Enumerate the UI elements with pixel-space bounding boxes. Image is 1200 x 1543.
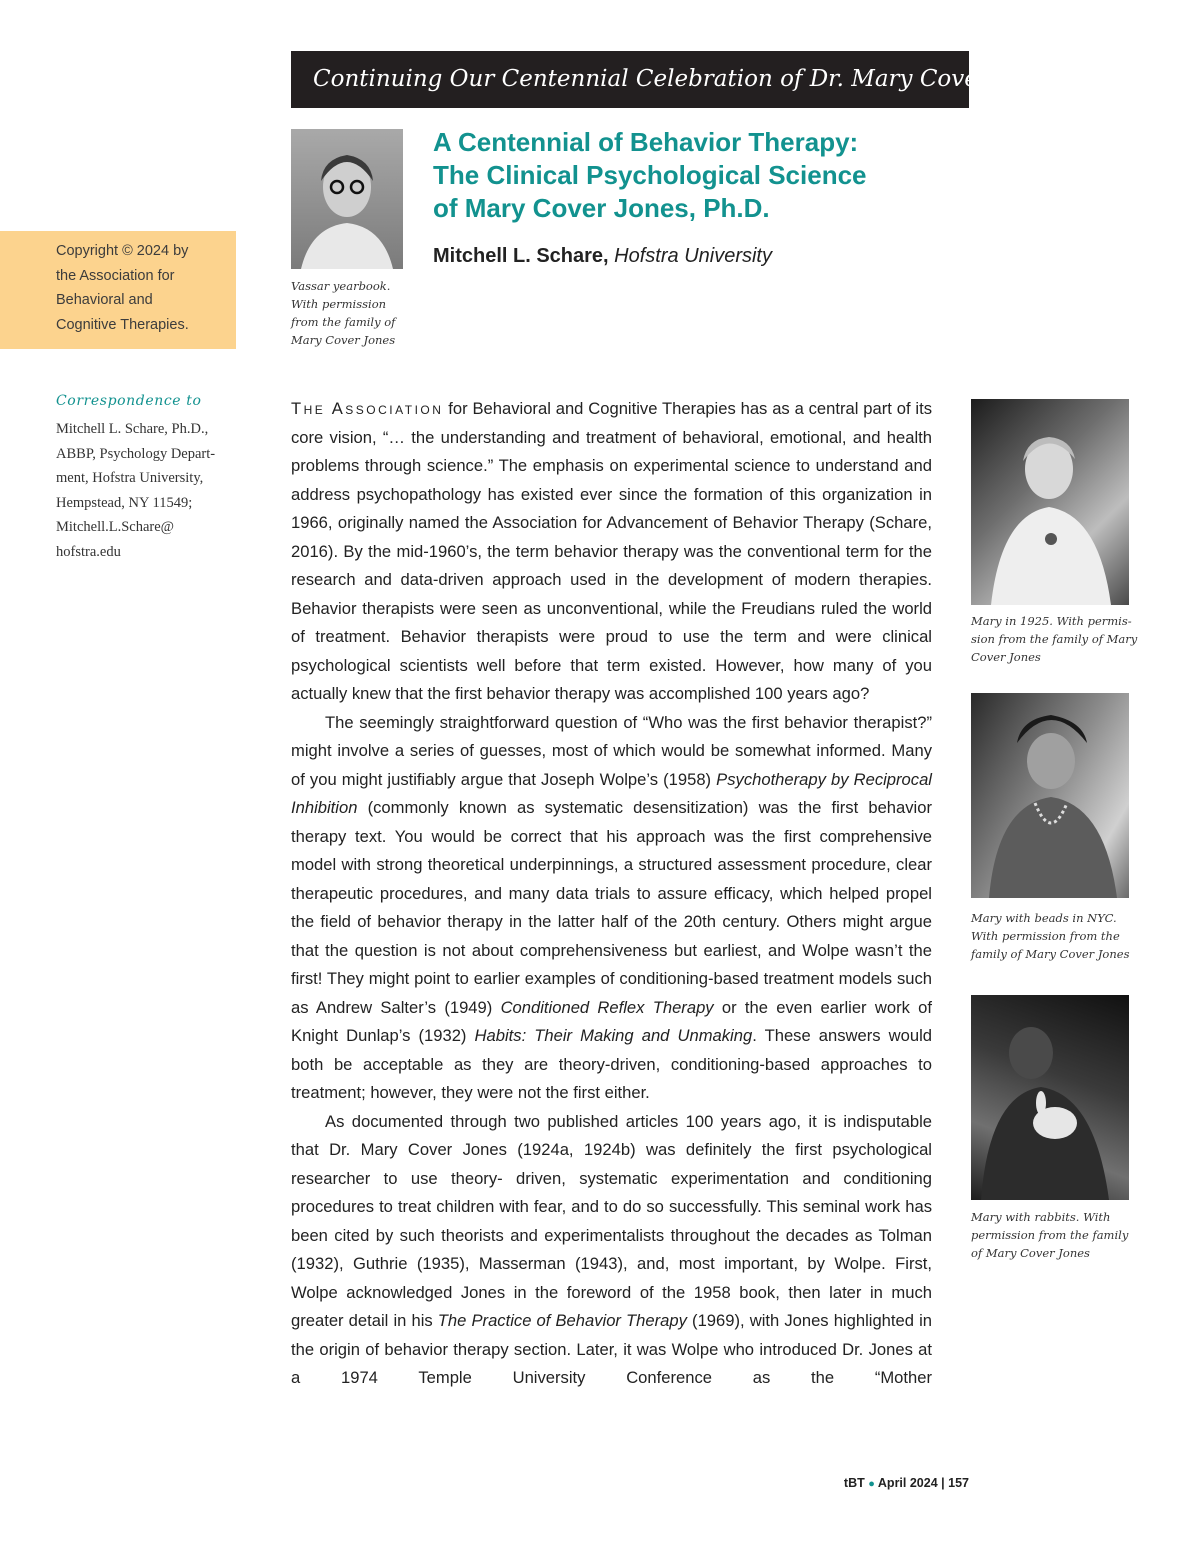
- photo-mary-1925: [971, 399, 1129, 605]
- paragraph-2: The seemingly straightforward question of “Who was the first behavior therapist?” might involve a series of guesses, most of which would be somewhat informed. Many of you might justifiably argue that Joseph Wolpe’s (1958) Psychotherapy by Reciprocal Inhibition (commonly known as systematic desensitization) was the first behavior therapy text. You would be correct that his approach was the first comprehensive model with strong theoretical underpinnings, a structured assessment procedure, clear therapeutic procedures, and many data trials to assure efficacy, which helped propel the field of behavior therapy in the latter half of the 20th century. Others might argue that the question is not about comprehensiveness but earliest, and Wolpe wasn’t the first! They might point to earlier examples of conditioning-based treatment models such as Andrew Salter’s (1949) Conditioned Reflex Therapy or the even earlier work of Knight Dunlap’s (1932) Habits: Their Making and Unmaking. These answers would both be acceptable as they are theory-driven, conditioning-based approaches to treatment; however, they were not the first either.: [291, 712, 932, 1102]
- photo-caption-beads: Mary with beads in NYC. With permission from the family of Mary Cover Jones: [971, 911, 1130, 961]
- byline: [433, 245, 772, 268]
- photo-mary-rabbits: [971, 995, 1129, 1200]
- paragraph-1: The Association for Behavioral and Cognitive Therapies has as a central part of its core vision, “… the understanding and treatment of behavioral, emotional, and health problems through science.” The emphasis on experimental science to understand and address psychopathology has existed ever since the formation of this organization in 1966, originally named the Association for Advancement of Behavior Therapy (Schare, 2016). By the mid-1960’s, the term behavior therapy was the conventional term for the research and data-driven approach used in the development of modern therapies. Behavior therapists were seen as unconventional, while the Freudians ruled the world of treatment. Behavior therapists were proud to use the term and were clinical psychological scientists well before that term existed. However, how many of you actually knew that the first behavior therapy was accomplished 100 years ago?: [291, 399, 932, 703]
- footer-separator: |: [941, 1476, 945, 1490]
- correspondence-label: Correspondence to: [56, 393, 202, 409]
- author-name: Mitchell L. Schare,: [433, 245, 609, 267]
- portrait-figure-icon: [291, 129, 403, 269]
- woman-holding-rabbit-icon: [971, 995, 1129, 1200]
- author-affiliation: Hofstra University: [614, 245, 772, 267]
- copyright-box: Copyright © 2024 by the Association for Behavioral and Cognitive Therapies.: [0, 231, 236, 349]
- woman-seated-icon: [971, 693, 1129, 898]
- article-title: A Centennial of Behavior Therapy: The Clinical Psychological Science of Mary Cover Jones, Ph.D.: [433, 127, 867, 223]
- page-footer: [838, 1476, 969, 1490]
- journal-name: tBT: [843, 1476, 865, 1490]
- bullet-icon: ●: [868, 1478, 875, 1490]
- portrait-caption: Vassar yearbook. With permission from the family of Mary Cover Jones: [291, 279, 396, 347]
- woman-portrait-icon: [971, 399, 1129, 605]
- page-number: 157: [948, 1476, 969, 1490]
- photo-caption-rabbits: Mary with rabbits. With permission from the family of Mary Cover Jones: [971, 1210, 1129, 1260]
- article-body: [291, 395, 932, 1393]
- paragraph-3: As documented through two published articles 100 years ago, it is indisputable that Dr. Mary Cover Jones (1924a, 1924b) was definitely the first psychological researcher to use theory- driven, systematic experimentation and conditioning procedures to treat children with fear, and to do so successfully. This seminal work has been cited by such theorists and experimentalists throughout the decades as Tolman (1932), Guthrie (1935), Masserman (1943), and, most important, by Wolpe. First, Wolpe acknowledged Jones in the foreword of the 1958 book, then later in much greater detail in his The Practice of Behavior Therapy (1969), with Jones highlighted in the origin of behavior therapy section. Later, it was Wolpe who introduced Dr. Jones at a 1974 Temple University Conference as the “Mother: [291, 1111, 932, 1387]
- correspondence-address: Mitchell L. Schare, Ph.D., ABBP, Psychology Depart- ment, Hofstra University, Hempstead, NY 11549; Mitchell.L.Schare@ hofstra.edu: [56, 421, 216, 560]
- portrait-photo: [291, 129, 403, 269]
- issue-date: April 2024: [877, 1476, 938, 1490]
- section-banner: Continuing Our Centennial Celebration of Dr. Mary Cover Jones: [291, 51, 969, 108]
- photo-mary-beads: [971, 693, 1129, 898]
- photo-caption-1925: Mary in 1925. With permis- sion from the family of Mary Cover Jones: [971, 614, 1138, 664]
